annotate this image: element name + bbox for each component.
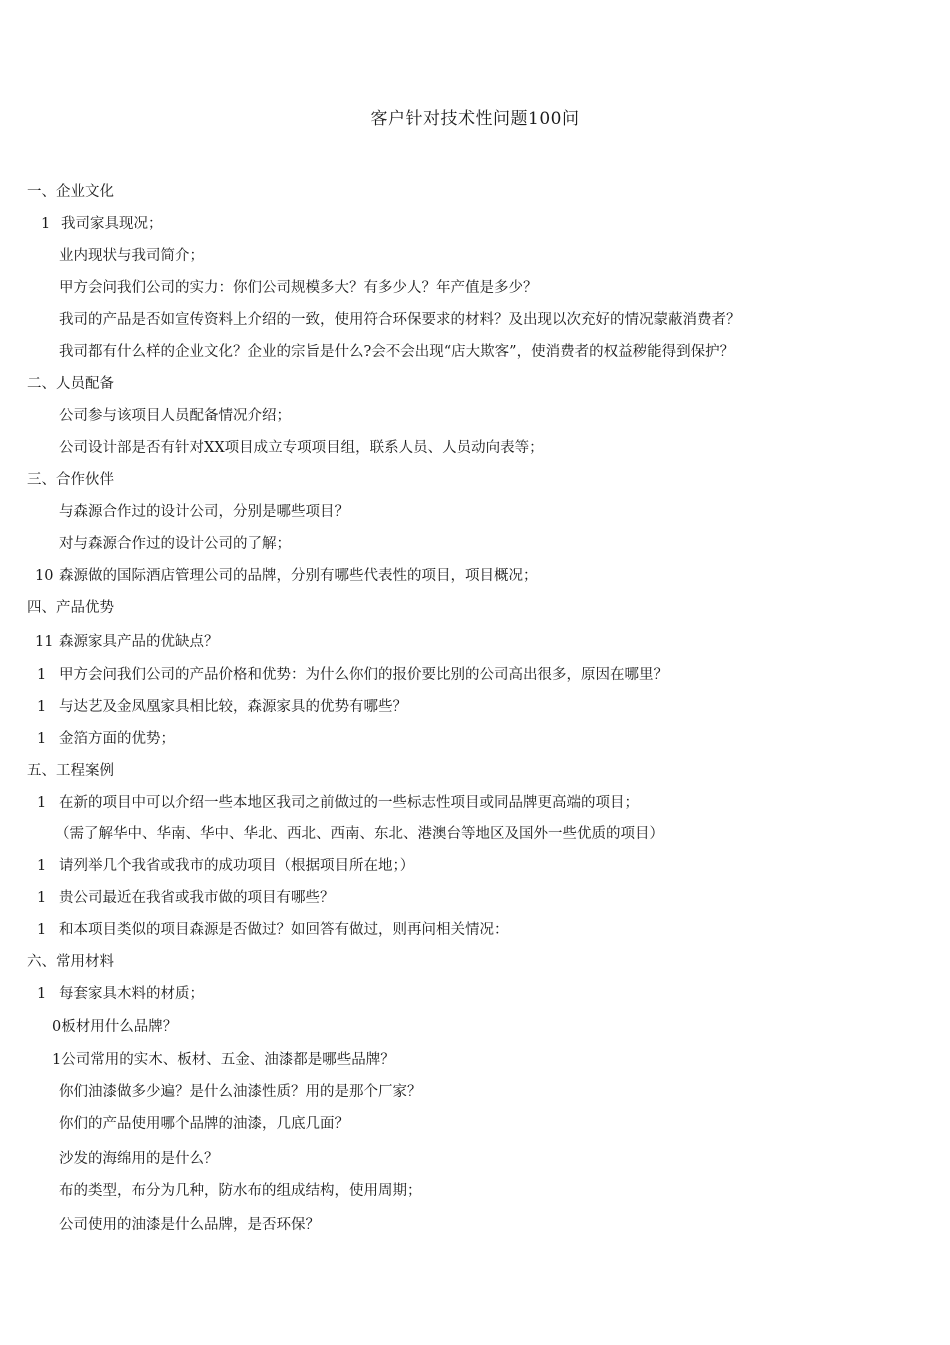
list-item: 你们油漆做多少遍？是什么油漆性质？用的是那个厂家？ <box>59 1084 422 1100</box>
list-item: 对与森源合作过的设计公司的了解； <box>59 536 291 552</box>
list-item <box>37 984 204 1004</box>
list-item <box>37 793 639 813</box>
list-item <box>37 665 668 685</box>
item-text: 我司家具现况； <box>61 216 163 232</box>
list-item: 业内现状与我司简介； <box>59 248 204 264</box>
list-item: 沙发的海绵用的是什么？ <box>59 1151 219 1167</box>
item-number: 1 <box>37 986 47 1002</box>
section-heading: 六、常用材料 <box>27 954 114 970</box>
item-number: 1 <box>37 922 47 938</box>
list-item: 我司的产品是否如宣传资料上介绍的一致，使用符合环保要求的材料？及出现以次充好的情况蒙蔽消费者？ <box>59 312 741 328</box>
section-heading: 五、工程案例 <box>27 763 114 779</box>
item-number: 11 <box>35 634 54 650</box>
item-text: 森源做的国际酒店管理公司的品牌，分别有哪些代表性的项目，项目概况； <box>59 568 538 584</box>
item-text: 每套家具木料的材质； <box>59 986 204 1002</box>
item-text: 请列举几个我省或我市的成功项目（根据项目所在地；） <box>59 858 415 874</box>
item-text: 贵公司最近在我省或我市做的项目有哪些？ <box>59 890 335 906</box>
item-text: 和本项目类似的项目森源是否做过？如回答有做过，则再问相关情况： <box>59 922 509 938</box>
list-item: 你们的产品使用哪个品牌的油漆，几底几面？ <box>59 1116 349 1132</box>
section-heading: 四、产品优势 <box>27 600 114 616</box>
item-number: 1 <box>37 858 47 874</box>
list-item <box>35 632 219 652</box>
section-heading: 一、企业文化 <box>27 184 114 200</box>
item-number: 1 <box>37 699 47 715</box>
section-heading: 二、人员配备 <box>27 376 114 392</box>
item-number: 1 <box>37 890 47 906</box>
list-item: 公司使用的油漆是什么品牌，是否环保？ <box>59 1217 320 1233</box>
list-item <box>37 729 175 749</box>
item-text: 与达艺及金凤凰家具相比较，森源家具的优势有哪些？ <box>59 699 407 715</box>
list-item <box>41 214 163 234</box>
item-number: 10 <box>35 568 54 584</box>
list-item: 公司参与该项目人员配备情况介绍； <box>59 408 291 424</box>
list-item <box>37 920 509 940</box>
document-title: 客户针对技术性问题100问 <box>370 109 580 129</box>
list-item: 与森源合作过的设计公司，分别是哪些项目？ <box>59 504 349 520</box>
item-number: 1 <box>41 216 51 232</box>
item-text: 金箔方面的优势； <box>59 731 175 747</box>
item-number: 1 <box>37 795 47 811</box>
list-item: 0板材用什么品牌？ <box>52 1019 178 1035</box>
list-item <box>37 697 407 717</box>
item-text: 在新的项目中可以介绍一些本地区我司之前做过的一些标志性项目或同品牌更高端的项目； <box>59 795 639 811</box>
section-heading: 三、合作伙伴 <box>27 472 114 488</box>
item-text: 森源家具产品的优缺点？ <box>59 634 219 650</box>
list-item: 我司都有什么样的企业文化？企业的宗旨是什么?会不会出现“店大欺客”，使消费者的权益秽能得到保护？ <box>59 344 735 360</box>
item-number: 1 <box>37 667 47 683</box>
list-item <box>37 856 414 876</box>
item-text: 甲方会问我们公司的产品价格和优势：为什么你们的报价要比别的公司高出很多，原因在哪里？ <box>59 667 668 683</box>
item-number: 1 <box>37 731 47 747</box>
list-item: 甲方会问我们公司的实力：你们公司规模多大？有多少人？年产值是多少？ <box>59 280 538 296</box>
list-item <box>37 888 335 908</box>
list-item <box>35 566 538 586</box>
list-item: 1公司常用的实木、板材、五金、油漆都是哪些品牌？ <box>52 1052 395 1068</box>
list-item: 布的类型，布分为几种，防水布的组成结构，使用周期； <box>59 1183 422 1199</box>
list-item: （需了解华中、华南、华中、华北、西北、西南、东北、港澳台等地区及国外一些优质的项目） <box>55 826 664 842</box>
list-item: 公司设计部是否有针对XX项目成立专项项目组，联系人员、人员动向表等； <box>59 440 544 456</box>
